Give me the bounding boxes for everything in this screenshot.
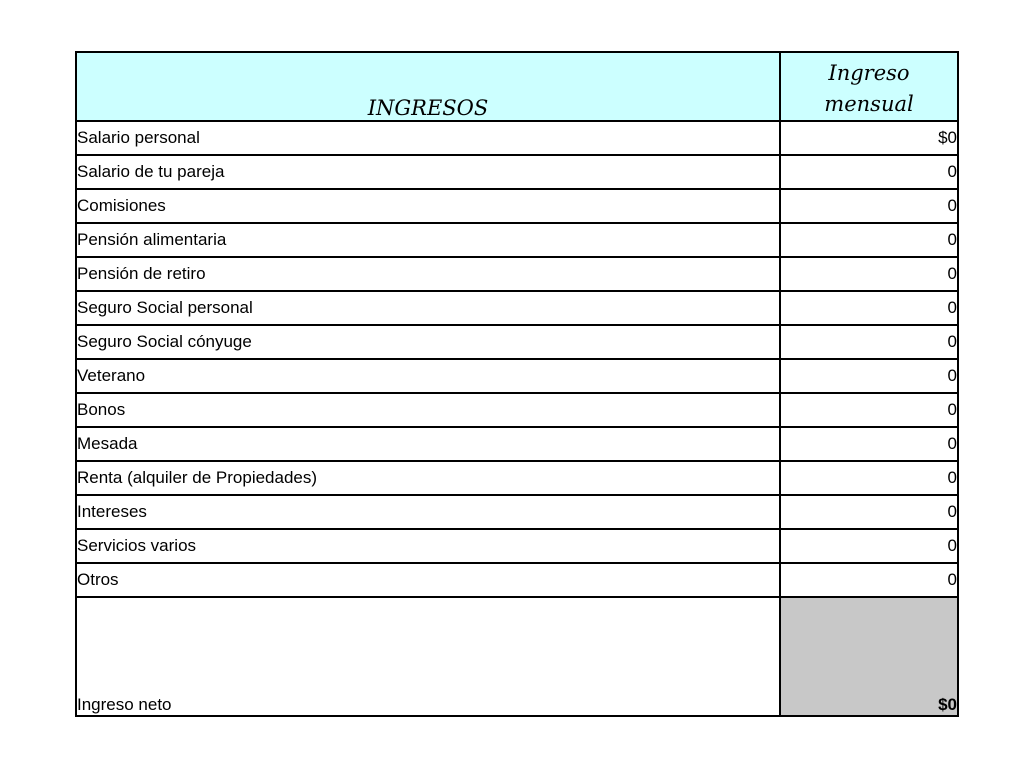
income-amount-value: 0 xyxy=(780,189,958,223)
income-source-label: Comisiones xyxy=(76,189,780,223)
table-row xyxy=(76,291,958,325)
net-income-row xyxy=(76,597,958,716)
table-row xyxy=(76,359,958,393)
table-row xyxy=(76,427,958,461)
table-row xyxy=(76,529,958,563)
table-row xyxy=(76,155,958,189)
income-rows xyxy=(76,121,958,597)
table-row xyxy=(76,121,958,155)
income-source-label: Pensión alimentaria xyxy=(76,223,780,257)
table-row xyxy=(76,223,958,257)
table-row xyxy=(76,325,958,359)
table-row xyxy=(76,563,958,597)
income-amount-value: 0 xyxy=(780,529,958,563)
net-income-value: $0 xyxy=(780,597,958,716)
table-row xyxy=(76,257,958,291)
income-source-label: Salario personal xyxy=(76,121,780,155)
income-amount-value: 0 xyxy=(780,427,958,461)
income-source-label: Otros xyxy=(76,563,780,597)
income-source-label: Servicios varios xyxy=(76,529,780,563)
table-row xyxy=(76,461,958,495)
income-amount-value: 0 xyxy=(780,495,958,529)
table-row xyxy=(76,495,958,529)
table-row xyxy=(76,189,958,223)
income-source-label: Seguro Social personal xyxy=(76,291,780,325)
income-amount-value: 0 xyxy=(780,291,958,325)
income-source-label: Veterano xyxy=(76,359,780,393)
net-income-label: Ingreso neto xyxy=(76,597,780,716)
income-source-label: Salario de tu pareja xyxy=(76,155,780,189)
income-amount-value: 0 xyxy=(780,325,958,359)
monthly-income-header-line2: mensual xyxy=(824,92,914,116)
income-amount-value: 0 xyxy=(780,155,958,189)
income-table xyxy=(75,51,959,717)
income-amount-value: 0 xyxy=(780,359,958,393)
table-row xyxy=(76,393,958,427)
income-source-label: Seguro Social cónyuge xyxy=(76,325,780,359)
monthly-income-column-header xyxy=(780,52,958,121)
income-source-label: Pensión de retiro xyxy=(76,257,780,291)
income-amount-value: 0 xyxy=(780,393,958,427)
income-source-label: Renta (alquiler de Propiedades) xyxy=(76,461,780,495)
income-source-label: Intereses xyxy=(76,495,780,529)
income-amount-value: $0 xyxy=(780,121,958,155)
income-amount-value: 0 xyxy=(780,223,958,257)
income-column-header: INGRESOS xyxy=(76,52,780,121)
income-amount-value: 0 xyxy=(780,461,958,495)
income-source-label: Mesada xyxy=(76,427,780,461)
income-amount-value: 0 xyxy=(780,257,958,291)
income-amount-value: 0 xyxy=(780,563,958,597)
header-row xyxy=(76,52,958,121)
income-source-label: Bonos xyxy=(76,393,780,427)
monthly-income-header-line1: Ingreso xyxy=(828,61,910,85)
